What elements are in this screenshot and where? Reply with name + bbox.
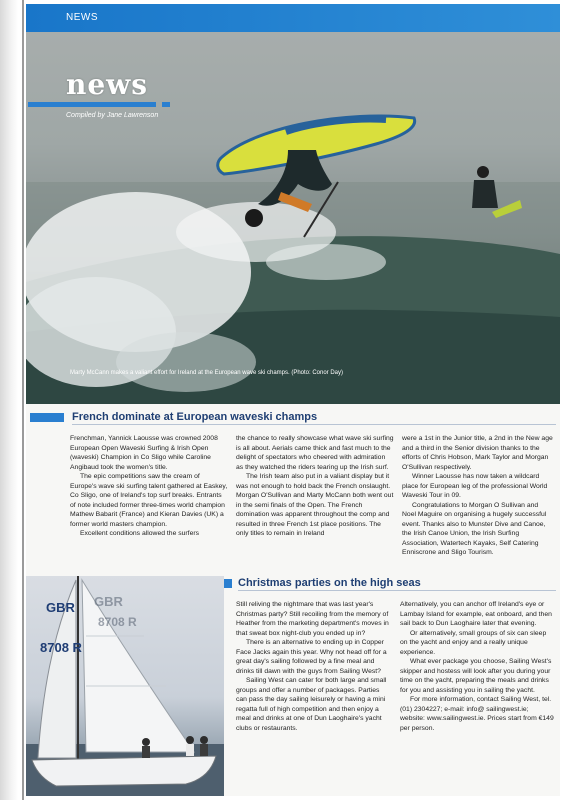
paragraph: Winner Laousse has now taken a wildcard place for European leg of the professional World Waveski Tour in 09. (402, 473, 548, 499)
article-waveski-body (70, 434, 554, 558)
sailing-photo (26, 576, 224, 796)
genoa-number-2: 8708 R (98, 615, 137, 629)
paragraph: Still reliving the nightmare that was last year's Christmas party? Still recoiling from the memory of Heather from the marketing department's moves in that sweat box night-club you ended up in? (236, 601, 389, 637)
genoa-number: GBR (94, 594, 123, 609)
headline-rule (238, 590, 556, 591)
magazine-page (26, 4, 560, 796)
headline-accent-bar (224, 579, 232, 588)
paragraph: For more information, contact Sailing West, tel. (01) 2304227; e-mail: info@ sailingwest.ie; website: www.sailingwest.ie. Prices start from €149 per person. (400, 696, 554, 732)
paragraph: The Irish team also put in a valiant display but it was not enough to hold back the French onslaught. Morgan O'Sullivan and Marty McCann both went out in the semi finals of the Open. The French domination was apparent throughout the comp and resulted in three French 1st place positions. The only titles to remain in Ireland (236, 473, 394, 537)
paragraph: were a 1st in the Junior title, a 2nd in the New age and a third in the Senior division thanks to the efforts of Chris Hobson, Mark Taylor and Morgan O'Sullivan respectively. (402, 435, 553, 471)
paragraph: Frenchman, Yannick Laousse was crowned 2008 European Open Waveski Surfing & Irish Open (waveski) Champion in Co Sligo while Caroline Angibaud took the women's title. (70, 435, 218, 471)
sailing-yacht-graphic (26, 576, 224, 796)
magazine-section-title: news (66, 68, 149, 101)
article-waveski-header (30, 412, 556, 426)
binding-edge (22, 0, 24, 800)
article-column (236, 434, 394, 558)
hero-photo (26, 32, 560, 404)
paragraph: Or alternatively, small groups of six can sleep on the yacht and enjoy and a really unique experience. (400, 629, 547, 656)
article-column (70, 434, 228, 558)
title-rule-accent (162, 102, 170, 107)
header-bar (26, 4, 560, 32)
binding-spine (0, 0, 18, 800)
paragraph: What ever package you choose, Sailing West's skipper and hostess will look after you during your time on the yacht, preparing the meals and drinks for you and assisting you in sailing the yacht. (400, 658, 552, 694)
article-column (236, 600, 392, 733)
section-label: NEWS (66, 12, 98, 23)
byline: Compiled by Jane Lawrenson (66, 112, 159, 119)
article-christmas-body (236, 600, 554, 733)
mainsail-number: GBR (46, 600, 75, 615)
headline-accent-bar (30, 413, 64, 422)
paragraph: Sailing West can cater for both large and small groups and offer a number of packages. Parties can pass the day sailing leisurely or having a mini regatta full of high competition and then enjoy a meal and drinks at one of Dun Laoghaire's yacht clubs or restaurants. (236, 677, 387, 732)
paragraph: The epic competitions saw the cream of Europe's wave ski surfing talent gathered at Easkey, Co Sligo, one of Ireland's top surf breaks. Entrants of note included former three-times world champion Mathew Babarit (France) and Kieran Davies (UK) a former world masters champion. (70, 473, 228, 528)
paragraph: Alternatively, you can anchor off Ireland's eye or Lambay Island for example, eat onboard, and then sail back to Dun Laoghaire later that evening. (400, 601, 552, 627)
paragraph: There is an alternative to ending up in Copper Face Jacks again this year. Why not head off for a great day's sailing followed by a fine meal and drinks till dawn with the guys from Sailing West? (236, 639, 387, 675)
photo-caption: Marty McCann makes a valiant effort for Ireland at the European wave ski champs. (Photo: Conor Day) (70, 370, 344, 376)
headline-rule (72, 424, 556, 425)
article-christmas-header (224, 578, 556, 592)
mainsail-number-2: 8708 R (40, 640, 82, 655)
paragraph: Congratulations to Morgan O Sullivan and Noel Maguire on organising a hugely successful event. Thanks also to Munster Dive and Canoe, the Irish Canoe Union, the Irish Surfing Association, Watertech Kayaks, Self Catering Enniscrone and Sligo Tourism. (402, 501, 547, 556)
paragraph: the chance to really showcase what wave ski surfing is all about. Aerials came thick and fast much to the delight of spectators who cheered with admiration as they watched the riders tearing up the Irish surf. (236, 435, 394, 471)
title-rule (28, 102, 156, 107)
headline-waveski: French dominate at European waveski champs (72, 411, 318, 423)
paragraph: Excellent conditions allowed the surfers (80, 530, 200, 537)
headline-christmas: Christmas parties on the high seas (238, 577, 421, 589)
article-column (400, 600, 554, 733)
article-column (402, 434, 554, 558)
